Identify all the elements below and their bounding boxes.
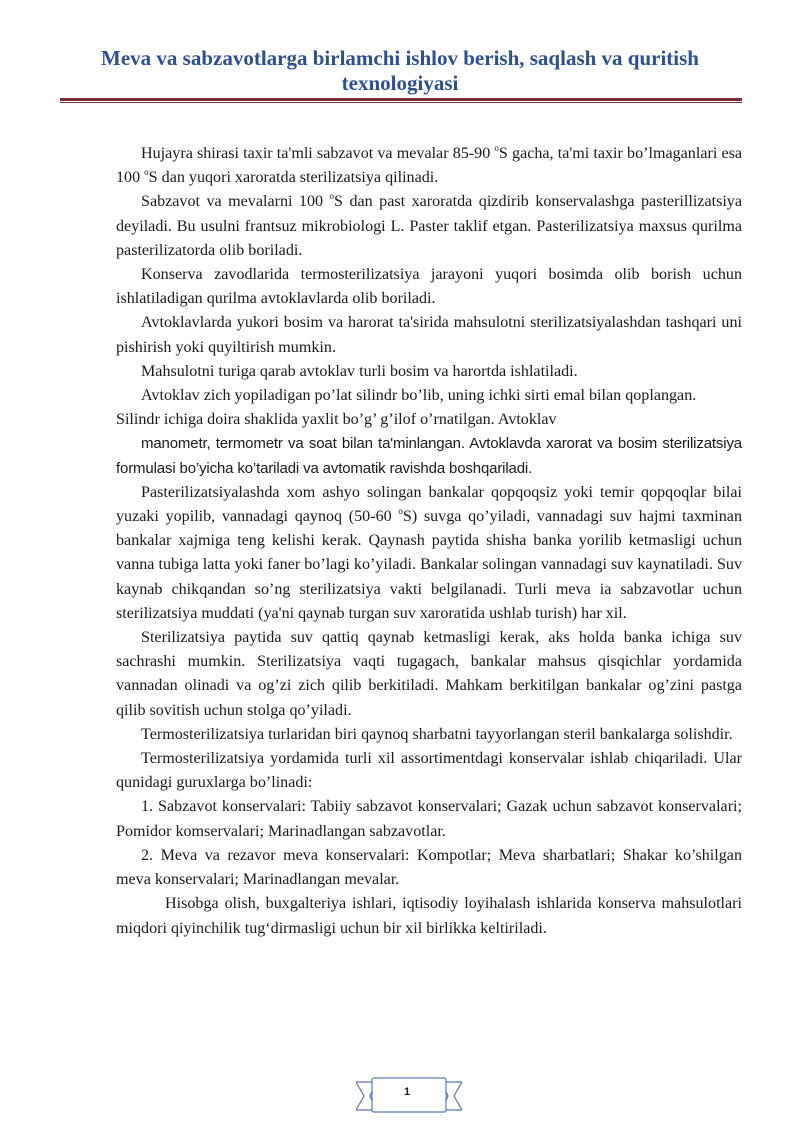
paragraph-5: Mahsulotni turiga qarab avtoklav turli bosim va harortda ishlatiladi. bbox=[141, 362, 578, 380]
document-body bbox=[116, 142, 742, 941]
paragraph-11: Termosterilizatsiya yordamida turli xil assortimentdagi konservalar ishlab chiqariladi. Ular qunidagi guruxlarga bo’linadi: bbox=[116, 750, 742, 792]
paragraph-3: Konserva zavodlarida termosterilizatsiya jarayoni yuqori bosimda olib borish uchun ishlatiladigan qurilma avtoklavlarda olib boriladi. bbox=[116, 266, 742, 308]
paragraph-9: Sterilizatsiya paytida suv qattiq qaynab ketmasligi kerak, aks holda banka ichiga suv sachrashi mumkin. Sterilizatsiya vaqti tugagach, bankalar mahsus qisqichlar yordamida vannadan olinadi va og’zi zich qilib berkitiladi. Mahkam berkitilgan bankalar og’zini pastga qilib sovitish uchun stolga qo’yiladi. bbox=[116, 629, 742, 719]
header-rule-thin bbox=[60, 102, 742, 103]
paragraph-6: Avtoklav zich yopiladigan po’lat silindr bo’lib, uning ichki sirti emal bilan qoplangan. Silindr ichiga doira shaklida yaxlit bo’g’ g’ilof o’rnatilgan. Avtoklav bbox=[116, 387, 697, 429]
paragraph-1: Hujayra shirasi taxir ta'mli sabzavot va mevalar 85-90 $^o$S gacha, ta'mi taxir bo’lmaganlari esa 100 $^o$S dan yuqori xaroratda sterilizatsiya qilinadi. bbox=[116, 143, 742, 187]
header-rule-thick bbox=[60, 98, 742, 101]
paragraph-12-list-item: 1. Sabzavot konservalari: Tabiiy sabzavot konservalari; Gazak uchun sabzavot konservalari; Pomidor komservalari; Marinadlangan sabzavotlar. bbox=[116, 798, 742, 840]
paragraph-10: Termosterilizatsiya turlaridan biri qaynoq sharbatni tayyorlangan steril bankalarga solishdir. bbox=[141, 725, 733, 743]
paragraph-7: manometr, termometr va soat bilan ta'minlangan. Avtoklavda xarorat va bosim sterilizatsiya formulasi bo’yicha ko’tariladi va avtomatik ravishda boshqariladi. bbox=[116, 435, 742, 477]
paragraph-2: Sabzavot va mevalarni 100 $^o$S dan past xaroratda qizdirib konservalashga pasterillizatsiya deyiladi. Bu usulni frantsuz mikrobiologi L. Paster taklif etgan. Pasterilizatsiya maxsus qurilma pasterilizatorda olib boriladi. bbox=[116, 191, 742, 259]
page-header bbox=[60, 46, 740, 96]
paragraph-13-list-item: 2. Meva va rezavor meva konservalari: Kompotlar; Meva sharbatlari; Shakar ko’shilgan meva konservalari; Marinadlangan mevalar. bbox=[116, 846, 742, 889]
paragraph-8: Pasterilizatsiyalashda xom ashyo solingan bankalar qopqoqsiz yoki temir qopqoqlar bilai yuzaki yopilib, vannadagi qaynoq (50-60 $^o$S) suvga qo’yiladi, vannadagi suv hajmi taxminan bankalar xajmiga teng kelishi kerak. Qaynash paytida shisha banka yorilib ketmasligi uchun vanna tubiga latta yoki faner bo’lagi ko’yiladi. Bankalar solingan vannadagi suv kaynatiladi. Suv kaynab chikqandan so’ng sterilizatsiya vakti belgilanadi. Turli meva ia sabzavotlar uchun sterilizatsiya muddati (ya'ni qaynab turgan suv xaroratida ushlab turish) har xil. bbox=[116, 483, 743, 622]
document-title: Meva va sabzavotlarga birlamchi ishlov berish, saqlash va quritish texnologiyasi bbox=[101, 46, 699, 95]
paragraph-14: Hisobga olish, buxgalteriya ishlari, iqtisodiy loyihalash ishlarida konserva mahsulotlari miqdori qiyinchilik tug‘dirmasligi uchun bir xil birlikka keltiriladi. bbox=[116, 895, 742, 937]
paragraph-4: Avtoklavlarda yukori bosim va harorat ta'sirida mahsulotni sterilizatsiyalashdan tashqari uni pishirish yoki quyiltirish mumkin. bbox=[116, 314, 742, 356]
page-number: 1 bbox=[403, 1086, 411, 1098]
